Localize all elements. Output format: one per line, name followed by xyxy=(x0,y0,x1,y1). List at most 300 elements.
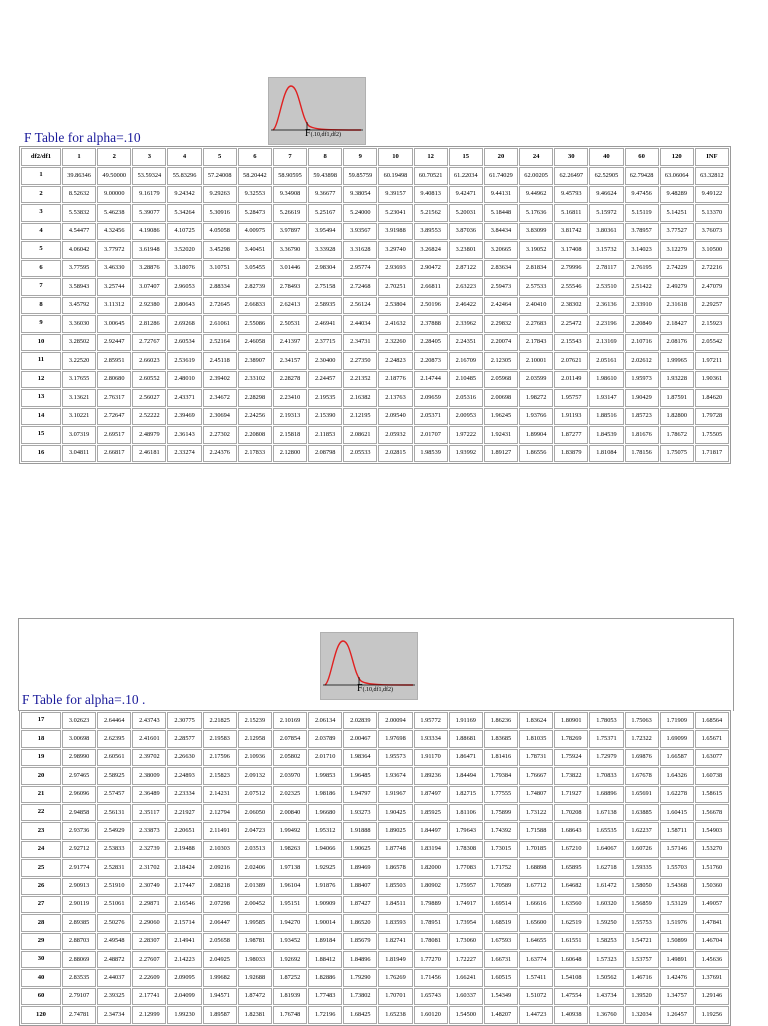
table-cell: 5.24000 xyxy=(343,204,377,222)
table-cell: 2.48979 xyxy=(132,426,166,444)
table-cell: 1.95151 xyxy=(273,896,307,913)
row-df2-label: 12 xyxy=(21,371,61,389)
table-cell: 2.69517 xyxy=(97,426,131,444)
table-row xyxy=(21,445,729,463)
table-cell: 1.47841 xyxy=(695,914,729,931)
table-cell: 2.50196 xyxy=(414,297,448,315)
table-cell: 1.75957 xyxy=(449,878,483,895)
table-cell: 2.70251 xyxy=(378,278,412,296)
table-cell: 1.61551 xyxy=(554,933,588,950)
table-cell: 2.10485 xyxy=(449,371,483,389)
table-cell: 2.31618 xyxy=(660,297,694,315)
table-cell: 2.00953 xyxy=(449,408,483,426)
row-df2-label: 3 xyxy=(21,204,61,222)
table-cell: 3.13621 xyxy=(62,389,96,407)
table-cell: 2.81286 xyxy=(132,315,166,333)
table-cell: 2.72468 xyxy=(343,278,377,296)
table-cell: 2.38907 xyxy=(238,352,272,370)
table-cell: 1.95573 xyxy=(378,749,412,766)
table-cell: 1.68519 xyxy=(484,914,518,931)
table-cell: 55.83296 xyxy=(167,167,201,185)
table-cell: 2.20808 xyxy=(238,426,272,444)
table-cell: 1.82381 xyxy=(238,1006,272,1023)
table-row xyxy=(21,371,729,389)
table-cell: 2.37715 xyxy=(308,334,342,352)
table-cell: 1.88681 xyxy=(449,730,483,747)
table-cell: 2.19313 xyxy=(273,408,307,426)
table-cell: 2.30400 xyxy=(308,352,342,370)
table-cell: 9.16179 xyxy=(132,186,166,204)
table-row xyxy=(21,408,729,426)
table-cell: 2.72647 xyxy=(97,408,131,426)
table-cell: 1.94797 xyxy=(343,786,377,803)
table-cell: 3.52020 xyxy=(167,241,201,259)
table-cell: 3.18076 xyxy=(167,260,201,278)
table-cell: 2.29871 xyxy=(132,896,166,913)
table-cell: 1.68896 xyxy=(589,786,623,803)
table-cell: 2.88069 xyxy=(62,951,96,968)
table-cell: 1.77555 xyxy=(484,786,518,803)
table-cell: 1.67712 xyxy=(519,878,553,895)
table-cell: 2.44034 xyxy=(343,315,377,333)
table-cell: 2.36489 xyxy=(132,786,166,803)
table-cell: 2.66833 xyxy=(238,297,272,315)
table-cell: 1.82800 xyxy=(660,408,694,426)
table-cell: 2.81834 xyxy=(519,260,553,278)
row-df2-label: 22 xyxy=(21,804,61,821)
table-cell: 1.83685 xyxy=(484,730,518,747)
table-cell: 5.16811 xyxy=(554,204,588,222)
table-cell: 3.17408 xyxy=(554,241,588,259)
table-cell: 2.05968 xyxy=(484,371,518,389)
row-df2-label: 26 xyxy=(21,878,61,895)
table-cell: 2.14223 xyxy=(167,951,201,968)
table-cell: 2.12999 xyxy=(132,1006,166,1023)
table-cell: 2.23334 xyxy=(167,786,201,803)
table-cell: 2.15543 xyxy=(554,334,588,352)
table-cell: 2.06050 xyxy=(238,804,272,821)
table-cell: 2.12958 xyxy=(238,730,272,747)
table-cell: 2.33274 xyxy=(167,445,201,463)
table-row xyxy=(21,951,729,968)
table-cell: 3.61948 xyxy=(132,241,166,259)
table-cell: 1.53270 xyxy=(695,841,729,858)
table-row xyxy=(21,822,729,839)
table-cell: 2.98304 xyxy=(308,260,342,278)
f-distribution-thumbnail xyxy=(268,77,366,145)
table-cell: 1.79728 xyxy=(695,408,729,426)
table-cell: 2.09540 xyxy=(378,408,412,426)
table-cell: 3.95494 xyxy=(308,223,342,241)
table-cell: 1.75075 xyxy=(660,445,694,463)
table-cell: 2.09132 xyxy=(238,767,272,784)
table-cell: 1.75899 xyxy=(484,804,518,821)
table-cell: 2.33962 xyxy=(449,315,483,333)
table-cell: 2.51422 xyxy=(625,278,659,296)
row-df2-label: 18 xyxy=(21,730,61,747)
table-cell: 1.60738 xyxy=(695,767,729,784)
row-df2-label: 120 xyxy=(21,1006,61,1023)
table-cell: 1.67138 xyxy=(589,804,623,821)
table-cell: 3.07319 xyxy=(62,426,96,444)
table-cell: 1.71456 xyxy=(414,969,448,986)
table-cell: 1.87497 xyxy=(414,786,448,803)
table-cell: 3.89553 xyxy=(414,223,448,241)
table-cell: 1.98033 xyxy=(238,951,272,968)
table-cell: 2.14744 xyxy=(414,371,448,389)
table-cell: 1.92431 xyxy=(484,426,518,444)
table-cell: 1.73802 xyxy=(343,988,377,1005)
table-cell: 2.02612 xyxy=(625,352,659,370)
table-cell: 2.89385 xyxy=(62,914,96,931)
table-cell: 3.12279 xyxy=(660,241,694,259)
table-cell: 3.07407 xyxy=(132,278,166,296)
table-cell: 1.97222 xyxy=(449,426,483,444)
table-cell: 3.10500 xyxy=(695,241,729,259)
table-cell: 2.88703 xyxy=(62,933,96,950)
row-df2-label: 28 xyxy=(21,914,61,931)
table-cell: 9.38054 xyxy=(343,186,377,204)
table-cell: 39.86346 xyxy=(62,167,96,185)
table-row xyxy=(21,749,729,766)
row-df2-label: 25 xyxy=(21,859,61,876)
table-cell: 2.10001 xyxy=(519,352,553,370)
table-cell: 1.87591 xyxy=(660,389,694,407)
table-cell: 1.84497 xyxy=(414,822,448,839)
table-cell: 2.25472 xyxy=(554,315,588,333)
table-cell: 1.87427 xyxy=(343,896,377,913)
table-cell: 1.54500 xyxy=(449,1006,483,1023)
table-cell: 2.52222 xyxy=(132,408,166,426)
table-cell: 2.00452 xyxy=(238,896,272,913)
table-cell: 2.58935 xyxy=(308,297,342,315)
table-cell: 9.36677 xyxy=(308,186,342,204)
table-cell: 2.10716 xyxy=(625,334,659,352)
table-cell: 1.76667 xyxy=(519,767,553,784)
table-cell: 2.11491 xyxy=(203,822,237,839)
table-cell: 59.85759 xyxy=(343,167,377,185)
table-cell: 3.10751 xyxy=(203,260,237,278)
table-cell: 1.70208 xyxy=(554,804,588,821)
table-row xyxy=(21,969,729,986)
table-cell: 5.21562 xyxy=(414,204,448,222)
table-cell: 1.36760 xyxy=(589,1006,623,1023)
table-cell: 1.78081 xyxy=(414,933,448,950)
table-cell: 1.96104 xyxy=(273,878,307,895)
table-cell: 1.95772 xyxy=(414,712,448,729)
table-cell: 1.82741 xyxy=(378,933,412,950)
table-cell: 1.65743 xyxy=(414,988,448,1005)
table-cell: 2.79996 xyxy=(554,260,588,278)
row-df2-label: 15 xyxy=(21,426,61,444)
table-cell: 1.55753 xyxy=(625,914,659,931)
table-cell: 2.35117 xyxy=(132,804,166,821)
table-cell: 1.93674 xyxy=(378,767,412,784)
table-cell: 2.28577 xyxy=(167,730,201,747)
table-cell: 5.30916 xyxy=(203,204,237,222)
table-cell: 2.01389 xyxy=(238,878,272,895)
table-cell: 2.03970 xyxy=(273,767,307,784)
table-cell: 2.00698 xyxy=(484,389,518,407)
header-df1-col: 9 xyxy=(343,148,377,166)
table-cell: 9.49122 xyxy=(695,186,729,204)
table-cell: 2.50531 xyxy=(273,315,307,333)
table-cell: 2.47079 xyxy=(695,278,729,296)
table-cell: 3.31628 xyxy=(343,241,377,259)
table-cell: 2.32260 xyxy=(378,334,412,352)
table-cell: 2.60534 xyxy=(167,334,201,352)
table-cell: 2.41397 xyxy=(273,334,307,352)
table-cell: 1.80902 xyxy=(414,878,448,895)
table-cell: 2.96053 xyxy=(167,278,201,296)
table-cell: 4.19086 xyxy=(132,223,166,241)
table-cell: 2.20873 xyxy=(414,352,448,370)
table-cell: 1.81949 xyxy=(378,951,412,968)
table-cell: 2.40410 xyxy=(519,297,553,315)
table-cell: 1.46704 xyxy=(695,933,729,950)
table-cell: 2.57457 xyxy=(97,786,131,803)
table-cell: 2.92712 xyxy=(62,841,96,858)
table-row xyxy=(21,426,729,444)
table-cell: 1.91888 xyxy=(343,822,377,839)
table-cell: 1.75063 xyxy=(625,712,659,729)
table-cell: 5.26619 xyxy=(273,204,307,222)
row-df2-label: 16 xyxy=(21,445,61,463)
header-df1-col: 1 xyxy=(62,148,96,166)
table-cell: 1.65895 xyxy=(554,859,588,876)
table-cell: 1.77483 xyxy=(308,988,342,1005)
table-cell: 1.47554 xyxy=(554,988,588,1005)
table-cell: 3.01446 xyxy=(273,260,307,278)
table-cell: 2.11853 xyxy=(308,426,342,444)
table-cell: 1.65600 xyxy=(519,914,553,931)
table-cell: 5.39077 xyxy=(132,204,166,222)
header-df1-col: 120 xyxy=(660,148,694,166)
table-cell: 2.34672 xyxy=(203,389,237,407)
table-cell: 4.05058 xyxy=(203,223,237,241)
table-cell: 2.00840 xyxy=(273,804,307,821)
table-cell: 2.60561 xyxy=(97,749,131,766)
header-df1-col: 6 xyxy=(238,148,272,166)
table-cell: 1.96680 xyxy=(308,804,342,821)
table-cell: 2.52831 xyxy=(97,859,131,876)
table-cell: 1.79290 xyxy=(343,969,377,986)
table-cell: 2.59473 xyxy=(484,278,518,296)
f-table-part-1 xyxy=(19,146,731,464)
table-cell: 1.75371 xyxy=(589,730,623,747)
header-df1-col: 3 xyxy=(132,148,166,166)
table-cell: 1.67678 xyxy=(625,767,659,784)
table-cell: 2.05542 xyxy=(695,334,729,352)
table-cell: 3.36030 xyxy=(62,315,96,333)
table-cell: 2.78493 xyxy=(273,278,307,296)
table-cell: 2.24893 xyxy=(167,767,201,784)
table-cell: 1.69099 xyxy=(660,730,694,747)
table-cell: 1.63560 xyxy=(554,896,588,913)
table-cell: 2.83634 xyxy=(484,260,518,278)
table-cell: 2.16382 xyxy=(343,389,377,407)
table-cell: 1.58050 xyxy=(625,878,659,895)
table-cell: 2.80643 xyxy=(167,297,201,315)
table-cell: 2.15818 xyxy=(273,426,307,444)
table-cell: 5.53832 xyxy=(62,204,96,222)
table-cell: 2.02839 xyxy=(343,712,377,729)
table-cell: 2.03513 xyxy=(238,841,272,858)
table-cell: 2.43743 xyxy=(132,712,166,729)
table-cell: 4.06042 xyxy=(62,241,96,259)
table-cell: 2.44037 xyxy=(97,969,131,986)
row-df2-label: 19 xyxy=(21,749,61,766)
table-cell: 1.76269 xyxy=(378,969,412,986)
row-df2-label: 7 xyxy=(21,278,61,296)
table-cell: 1.49057 xyxy=(695,896,729,913)
table-cell: 1.87277 xyxy=(554,426,588,444)
table-cell: 9.47456 xyxy=(625,186,659,204)
table-cell: 2.28278 xyxy=(273,371,307,389)
table-cell: 2.55086 xyxy=(238,315,272,333)
table-row xyxy=(21,1006,729,1023)
table-cell: 5.25167 xyxy=(308,204,342,222)
table-cell: 1.89184 xyxy=(308,933,342,950)
table-cell: 1.57146 xyxy=(660,841,694,858)
header-df1-col: 30 xyxy=(554,148,588,166)
table-cell: 9.45793 xyxy=(554,186,588,204)
table-cell: 1.67593 xyxy=(484,933,518,950)
table-cell: 9.34908 xyxy=(273,186,307,204)
table-cell: 1.98610 xyxy=(589,371,623,389)
table-cell: 1.94066 xyxy=(308,841,342,858)
table-cell: 2.30775 xyxy=(167,712,201,729)
table-cell: 2.19535 xyxy=(308,389,342,407)
table-cell: 1.93452 xyxy=(273,933,307,950)
table-cell: 1.91169 xyxy=(449,712,483,729)
table-cell: 2.62413 xyxy=(273,297,307,315)
table-cell: 2.24351 xyxy=(449,334,483,352)
table-cell: 2.50276 xyxy=(97,914,131,931)
table-cell: 2.95774 xyxy=(343,260,377,278)
table-cell: 58.20442 xyxy=(238,167,272,185)
table-cell: 2.62395 xyxy=(97,730,131,747)
header-df1-col: INF xyxy=(695,148,729,166)
table-cell: 2.93693 xyxy=(378,260,412,278)
header-df1-col: 4 xyxy=(167,148,201,166)
table-cell: 2.80680 xyxy=(97,371,131,389)
table-cell: 1.65691 xyxy=(625,786,659,803)
row-df2-label: 11 xyxy=(21,352,61,370)
table-cell: 2.46422 xyxy=(449,297,483,315)
table-cell: 1.89127 xyxy=(484,445,518,463)
table-cell: 2.69268 xyxy=(167,315,201,333)
table-cell: 2.18776 xyxy=(378,371,412,389)
table-cell: 1.90425 xyxy=(378,804,412,821)
table-cell: 1.64326 xyxy=(660,767,694,784)
table-cell: 3.17655 xyxy=(62,371,96,389)
table-cell: 2.61061 xyxy=(203,315,237,333)
table-cell: 2.15390 xyxy=(308,408,342,426)
table-cell: 1.86471 xyxy=(449,749,483,766)
table-cell: 2.45118 xyxy=(203,352,237,370)
table-cell: 1.71588 xyxy=(519,822,553,839)
table-cell: 49.50000 xyxy=(97,167,131,185)
table-cell: 1.95312 xyxy=(308,822,342,839)
table-cell: 9.39157 xyxy=(378,186,412,204)
table-cell: 2.00094 xyxy=(378,712,412,729)
table-cell: 2.20074 xyxy=(484,334,518,352)
table-cell: 1.79384 xyxy=(484,767,518,784)
table-cell: 1.84539 xyxy=(589,426,623,444)
table-cell: 3.46330 xyxy=(97,260,131,278)
table-cell: 1.62718 xyxy=(589,859,623,876)
table-cell: 2.29060 xyxy=(132,914,166,931)
row-df2-label: 40 xyxy=(21,969,61,986)
row-df2-label: 23 xyxy=(21,822,61,839)
table-cell: 2.15714 xyxy=(167,914,201,931)
table-cell: 3.80361 xyxy=(589,223,623,241)
table-cell: 2.90472 xyxy=(414,260,448,278)
table-cell: 2.51061 xyxy=(97,896,131,913)
table-row xyxy=(21,223,729,241)
table-cell: 2.72216 xyxy=(695,260,729,278)
table-cell: 1.99492 xyxy=(273,822,307,839)
table-cell: 1.75924 xyxy=(554,749,588,766)
table-cell: 2.92447 xyxy=(97,334,131,352)
table-cell: 1.81084 xyxy=(589,445,623,463)
table-cell: 1.95973 xyxy=(625,371,659,389)
table-cell: 1.93147 xyxy=(589,389,623,407)
table-cell: 2.10169 xyxy=(273,712,307,729)
table-cell: 2.17741 xyxy=(132,988,166,1005)
table-cell: 2.26630 xyxy=(167,749,201,766)
table-cell: 2.56027 xyxy=(132,389,166,407)
table-cell: 2.36143 xyxy=(167,426,201,444)
table-cell: 1.84896 xyxy=(343,951,377,968)
table-cell: 1.60337 xyxy=(449,988,483,1005)
table-cell: 2.17447 xyxy=(167,878,201,895)
table-cell: 1.60515 xyxy=(484,969,518,986)
table-cell: 2.82739 xyxy=(238,278,272,296)
row-df2-label: 1 xyxy=(21,167,61,185)
f-table-part-2 xyxy=(19,710,731,1026)
table-cell: 1.78269 xyxy=(554,730,588,747)
table-row xyxy=(21,933,729,950)
table-cell: 1.61472 xyxy=(589,878,623,895)
table-cell: 1.72322 xyxy=(625,730,659,747)
table-cell: 1.48207 xyxy=(484,1006,518,1023)
table-cell: 2.19488 xyxy=(167,841,201,858)
table-cell: 2.05932 xyxy=(378,426,412,444)
table-cell: 2.85951 xyxy=(97,352,131,370)
table-cell: 57.24008 xyxy=(203,167,237,185)
table-cell: 2.07512 xyxy=(238,786,272,803)
table-cell: 2.05316 xyxy=(449,389,483,407)
table-cell: 1.89469 xyxy=(343,859,377,876)
table-cell: 2.12794 xyxy=(203,804,237,821)
table-cell: 1.84494 xyxy=(449,767,483,784)
table-cell: 1.62278 xyxy=(660,786,694,803)
table-cell: 1.96485 xyxy=(343,767,377,784)
table-cell: 2.15239 xyxy=(238,712,272,729)
header-df1-col: 20 xyxy=(484,148,518,166)
table-cell: 3.77527 xyxy=(660,223,694,241)
table-cell: 3.77595 xyxy=(62,260,96,278)
table-cell: 2.39469 xyxy=(167,408,201,426)
table-cell: 1.99585 xyxy=(238,914,272,931)
table-cell: 62.00205 xyxy=(519,167,553,185)
table-cell: 2.76195 xyxy=(625,260,659,278)
table-cell: 4.54477 xyxy=(62,223,96,241)
table-cell: 2.72767 xyxy=(132,334,166,352)
table-cell: 2.06447 xyxy=(203,914,237,931)
